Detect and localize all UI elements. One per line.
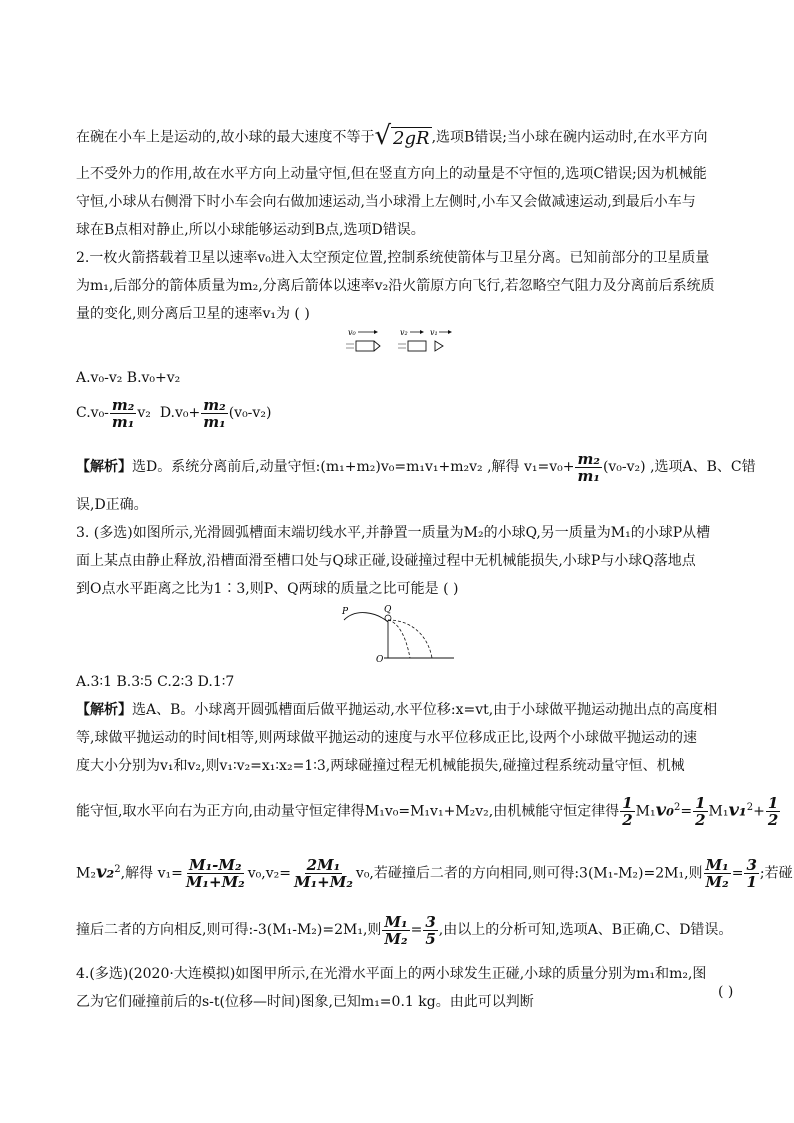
var-v2: v₂ bbox=[95, 861, 115, 883]
text: v₀,若碰撞后二者的方向相同,则可得:3(M₁-M₂)=2M₁,则 bbox=[355, 865, 703, 882]
q4-line-1: 4.(多选)(2020·大连模拟)如图甲所示,在光滑水平面上的两小球发生正碰,小球的质量分别为m₁和m₂,图 bbox=[76, 966, 707, 982]
text: M₂ bbox=[76, 865, 96, 882]
num: m₂ bbox=[203, 395, 226, 414]
den: M₂ bbox=[384, 929, 408, 948]
radicand: 2gR bbox=[393, 128, 430, 149]
frac-m2-m1 bbox=[110, 397, 136, 430]
num: 3 bbox=[425, 912, 436, 931]
text: = bbox=[731, 865, 744, 882]
text: v₀,v₂= bbox=[247, 865, 291, 882]
satellite bbox=[435, 341, 443, 351]
q2-analysis-line-2: 误,D正确。 bbox=[76, 497, 148, 513]
q3-analysis-line-6 bbox=[76, 910, 732, 950]
exp: 2 bbox=[114, 864, 121, 875]
q2-analysis-line-1 bbox=[76, 450, 756, 484]
exp: 2 bbox=[673, 802, 681, 813]
text: (v₀-v₂) ,选项A、B、C错 bbox=[602, 459, 756, 475]
den: M₂ bbox=[705, 873, 729, 892]
q2-options-cd bbox=[76, 396, 271, 430]
frac-m2-m1 bbox=[201, 397, 227, 430]
text: 撞后二者的方向相反,则可得:-3(M₁-M₂)=2M₁,则 bbox=[76, 922, 382, 938]
num: M₁-M₂ bbox=[189, 856, 242, 875]
q3-analysis-line-1 bbox=[76, 699, 717, 721]
frac-m1-m2 bbox=[382, 914, 409, 947]
label-q: Q bbox=[384, 605, 392, 615]
text: ,解得 v₁= bbox=[120, 865, 183, 882]
sqrt-2gR: √ 2gR bbox=[374, 121, 430, 151]
q4-paren: ( ) bbox=[718, 984, 734, 1000]
fig-label-v1: v₁ bbox=[430, 328, 438, 337]
den: m₁ bbox=[203, 412, 226, 431]
den: m₁ bbox=[111, 412, 135, 431]
intro-line-2: 上不受外力的作用,故在水平方向上动量守恒,但在竖直方向上的动量是不守恒的,选项C错误;因为机械能 bbox=[76, 166, 707, 182]
var-v0: v₀ bbox=[655, 799, 674, 821]
q3-line-1: 3. (多选)如图所示,光滑圆弧槽面末端切线水平,并静置一质量为M₂的小球Q,另一质量为M₁的小球P从槽 bbox=[76, 525, 711, 541]
analysis-tag: 【解析】 bbox=[76, 459, 132, 475]
var-v1: v₁ bbox=[728, 799, 747, 821]
den: M₁+M₂ bbox=[185, 873, 245, 892]
text: M₁ bbox=[635, 803, 656, 820]
q3-analysis-line-3: 度大小分别为v₁和v₂,则v₁∶v₂=x₁∶x₂=1∶3,两球碰撞过程无机械能损失,碰撞过程系统动量守恒、机械 bbox=[76, 758, 685, 774]
den: m₁ bbox=[577, 466, 600, 485]
fig-label-v0: v₀ bbox=[348, 328, 356, 337]
num: 1 bbox=[767, 794, 779, 813]
text: 能守恒,取水平向右为正方向,由动量守恒定律得M₁v₀=M₁v₁+M₂v₂,由机械能守恒定律得 bbox=[76, 803, 620, 820]
text: = bbox=[410, 922, 423, 938]
frac-m1-m2 bbox=[704, 857, 731, 890]
label-o: O bbox=[376, 655, 384, 664]
rocket-booster bbox=[408, 341, 426, 351]
num: 1 bbox=[622, 794, 633, 813]
intro-line-4: 球在B点相对静止,所以小球能够运动到B点,选项D错误。 bbox=[76, 222, 425, 238]
text: 选D。系统分离前后,动量守恒:(m₁+m₂)v₀=m₁v₁+m₂v₂ ,解得 v₁=v₀+ bbox=[132, 459, 575, 475]
q3-analysis-line-2: 等,球做平抛运动的时间t相等,则两球做平抛运动的速度与水平位移成正比,设两个小球做平抛运动的速 bbox=[76, 730, 697, 746]
trajectory-q bbox=[388, 620, 432, 658]
den: 5 bbox=[425, 929, 436, 948]
frac-half bbox=[766, 795, 780, 828]
rocket-body bbox=[356, 341, 374, 351]
q3-line-2: 面上某点由静止释放,沿槽面滑至槽口处与Q球正碰,设碰撞过程中无机械能损失,小球P与小球Q落地点 bbox=[76, 553, 696, 569]
den: 1 bbox=[746, 873, 757, 892]
rocket-nose bbox=[374, 341, 380, 351]
exp: 2 bbox=[746, 802, 754, 813]
den: 2 bbox=[767, 811, 779, 830]
text: (v₀-v₂) bbox=[228, 405, 272, 421]
text: D.v₀+ bbox=[159, 405, 201, 421]
text: ,选项B错误;当小球在碗内运动时,在水平方向 bbox=[431, 129, 708, 146]
fig-label-v2: v₂ bbox=[400, 328, 408, 337]
text: v₂ bbox=[137, 405, 151, 421]
num: m₂ bbox=[111, 395, 135, 414]
text: 选A、B。小球离开圆弧槽面后做平抛运动,水平位移:x=vt,由于小球做平抛运动抛出点的高度相 bbox=[132, 702, 718, 718]
text: M₁ bbox=[708, 803, 729, 820]
arc-groove-figure bbox=[336, 600, 456, 664]
text: C.v₀- bbox=[76, 405, 109, 421]
frac-half bbox=[620, 795, 634, 828]
frac-v1 bbox=[184, 857, 247, 890]
label-p: P bbox=[342, 607, 349, 617]
frac-v2 bbox=[292, 857, 355, 890]
intro-line-1 bbox=[76, 121, 708, 151]
intro-line-3: 守恒,小球从右侧滑下时小车会向右做加速运动,当小球滑上左侧时,小车又会做减速运动,到最后小车与 bbox=[76, 194, 696, 210]
q3-options: A.3∶1 B.3∶5 C.2∶3 D.1∶7 bbox=[76, 674, 235, 690]
num: m₂ bbox=[577, 449, 600, 468]
frac-half bbox=[693, 795, 707, 828]
text: ;若碰 bbox=[759, 865, 793, 882]
q4-line-2: 乙为它们碰撞前后的s-t(位移—时间)图象,已知m₁=0.1 kg。由此可以判断 bbox=[76, 994, 534, 1010]
groove-arc bbox=[344, 613, 388, 622]
text: + bbox=[753, 803, 765, 820]
num: 3 bbox=[746, 856, 757, 875]
num: 1 bbox=[695, 794, 706, 813]
frac-3-1 bbox=[744, 857, 758, 890]
num: 2M₁ bbox=[306, 856, 341, 875]
den: 2 bbox=[622, 811, 633, 830]
text: = bbox=[680, 803, 693, 820]
trajectory-p bbox=[388, 620, 410, 658]
q3-line-3: 到O点水平距离之比为1∶3,则P、Q两球的质量之比可能是 ( ) bbox=[76, 581, 459, 597]
text: ,由以上的分析可知,选项A、B正确,C、D错误。 bbox=[438, 922, 733, 938]
text: 在碗在小车上是运动的,故小球的最大速度不等于 bbox=[76, 129, 375, 146]
q2-line-1: 2.一枚火箭搭载着卫星以速率v₀进入太空预定位置,控制系统使箭体与卫星分离。已知前部分的卫星质量 bbox=[76, 250, 710, 266]
rocket-figure bbox=[340, 326, 460, 356]
analysis-tag: 【解析】 bbox=[76, 702, 132, 718]
q3-analysis-line-4 bbox=[76, 788, 781, 832]
den: 2 bbox=[695, 811, 706, 830]
frac-m2-m1 bbox=[575, 451, 601, 484]
q3-analysis-line-5 bbox=[76, 850, 793, 894]
num: M₁ bbox=[384, 912, 408, 931]
q2-line-3: 量的变化,则分离后卫星的速率v₁为 ( ) bbox=[76, 306, 310, 322]
den: M₁+M₂ bbox=[293, 873, 353, 892]
q2-options-ab: A.v₀-v₂ B.v₀+v₂ bbox=[76, 370, 181, 386]
frac-3-5 bbox=[423, 914, 437, 947]
q2-line-2: 为m₁,后部分的箭体质量为m₂,分离后箭体以速率v₂沿火箭原方向飞行,若忽略空气阻力及分离前后系统质 bbox=[76, 278, 715, 294]
num: M₁ bbox=[705, 856, 729, 875]
